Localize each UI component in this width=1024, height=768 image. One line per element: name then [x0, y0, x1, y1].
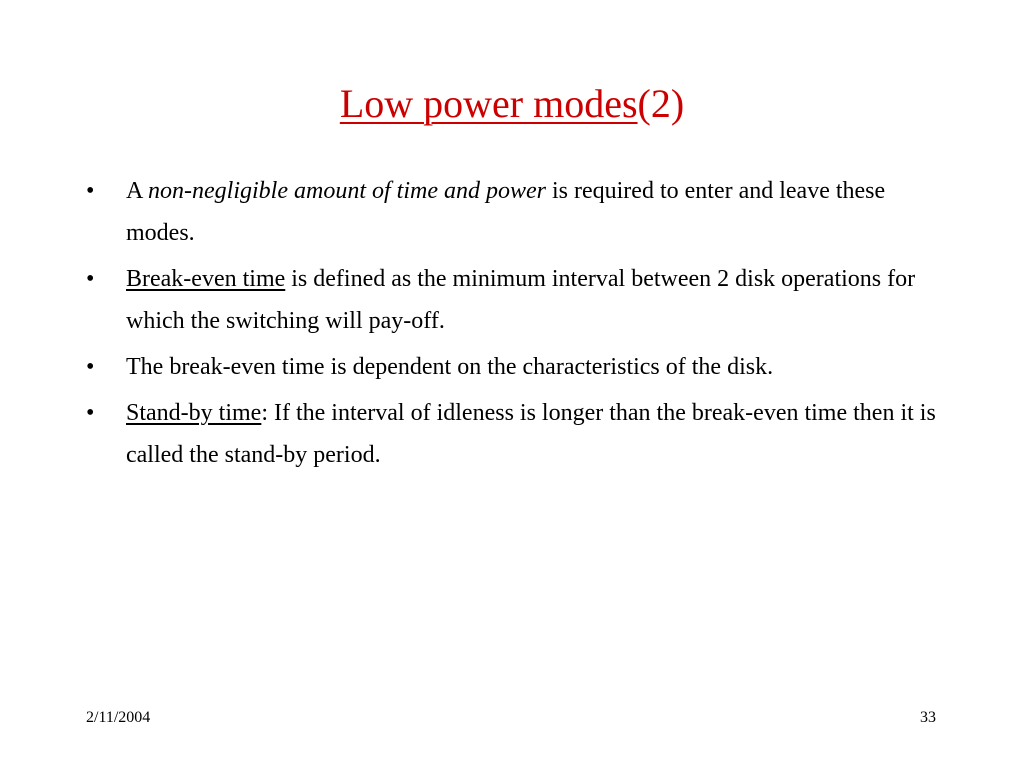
bullet-dot: • — [86, 178, 95, 204]
slide-title-suffix: (2) — [637, 81, 685, 126]
bullet-1-post: is required to enter and leave these modes. — [126, 178, 886, 246]
bullet-dot: • — [86, 400, 95, 426]
bullet-2-post: is defined as the minimum interval between 2 disk operations for which the switching will pay-off. — [126, 266, 916, 334]
bullet-1-emphasis: non-negligible amount of time and power — [148, 178, 546, 204]
footer-date: 2/11/2004 — [86, 709, 151, 726]
bullet-2-term: Break-even time — [126, 266, 286, 292]
slide-title — [0, 78, 1024, 130]
bullet-4-term: Stand-by time — [126, 400, 262, 426]
footer-page-number: 33 — [920, 709, 936, 726]
bullet-dot: • — [86, 354, 95, 380]
slide-title-underlined: Low power modes — [339, 81, 638, 126]
bullet-item-2 — [86, 258, 946, 342]
bullet-list — [86, 170, 946, 480]
bullet-3-text: The break-even time is dependent on the characteristics of the disk. — [126, 354, 774, 380]
bullet-dot: • — [86, 266, 95, 292]
bullet-1-pre: A — [126, 178, 149, 204]
bullet-4-post: : If the interval of idleness is longer than the break-even time then it is called the stand-by period. — [126, 400, 936, 468]
bullet-item-1 — [86, 170, 946, 254]
bullet-item-4 — [86, 392, 946, 476]
bullet-item-3 — [86, 346, 946, 388]
